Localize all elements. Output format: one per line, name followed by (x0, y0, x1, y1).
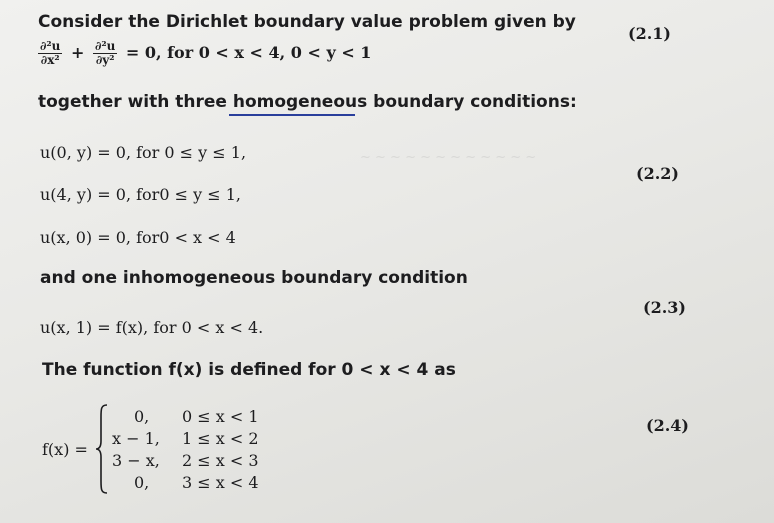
left-brace (95, 403, 109, 495)
inhomogeneous-intro: and one inhomogeneous boundary condition (40, 268, 468, 288)
fraction-d2u-dx2: $\frac{\text{∂²u}}{\text{∂x²}}$ (40, 39, 61, 67)
function-definition-intro: The function f(x) is defined for 0 < x < 4 as (42, 360, 456, 380)
bleed-through-text: ~ ~ ~ ~ ~ ~ ~ ~ ~ ~ ~ ~ (360, 150, 537, 165)
intro-sentence: Consider the Dirichlet boundary value problem given by (38, 12, 576, 32)
equation-number-2-3: (2.3) (643, 298, 686, 317)
boundary-condition-2: u(4, y) = 0, for0 ≤ y ≤ 1, (40, 185, 241, 204)
inhomogeneous-condition: u(x, 1) = f(x), for 0 < x < 4. (40, 318, 264, 337)
equation-number-2-2: (2.2) (636, 164, 679, 183)
underline-homogeneous (229, 114, 355, 116)
piecewise-cases (112, 406, 259, 494)
f-lhs: f(x) = (42, 440, 88, 459)
piecewise-row: 0, 3 ≤ x < 4 (134, 473, 259, 492)
equation-number-2-1: (2.1) (628, 24, 671, 43)
pde-equation: $\frac{\text{∂²u}}{\text{∂x²}}$ + $\frac{\text{∂²u}}{\text{∂y²}}$ = 0, for 0 < x < 4, 0 < y < 1 (40, 39, 372, 67)
boundary-condition-1: u(0, y) = 0, for 0 ≤ y ≤ 1, (40, 143, 247, 162)
equation-number-2-4: (2.4) (646, 416, 689, 435)
fraction-d2u-dy2: $\frac{\text{∂²u}}{\text{∂y²}}$ (94, 39, 116, 67)
piecewise-row: x − 1, 1 ≤ x < 2 (112, 429, 259, 448)
boundary-condition-3: u(x, 0) = 0, for0 < x < 4 (40, 228, 236, 247)
piecewise-row: 0, 0 ≤ x < 1 (134, 407, 259, 426)
homogeneous-intro: together with three homogeneous boundary conditions: (38, 92, 577, 112)
piecewise-row: 3 − x, 2 ≤ x < 3 (112, 451, 259, 470)
